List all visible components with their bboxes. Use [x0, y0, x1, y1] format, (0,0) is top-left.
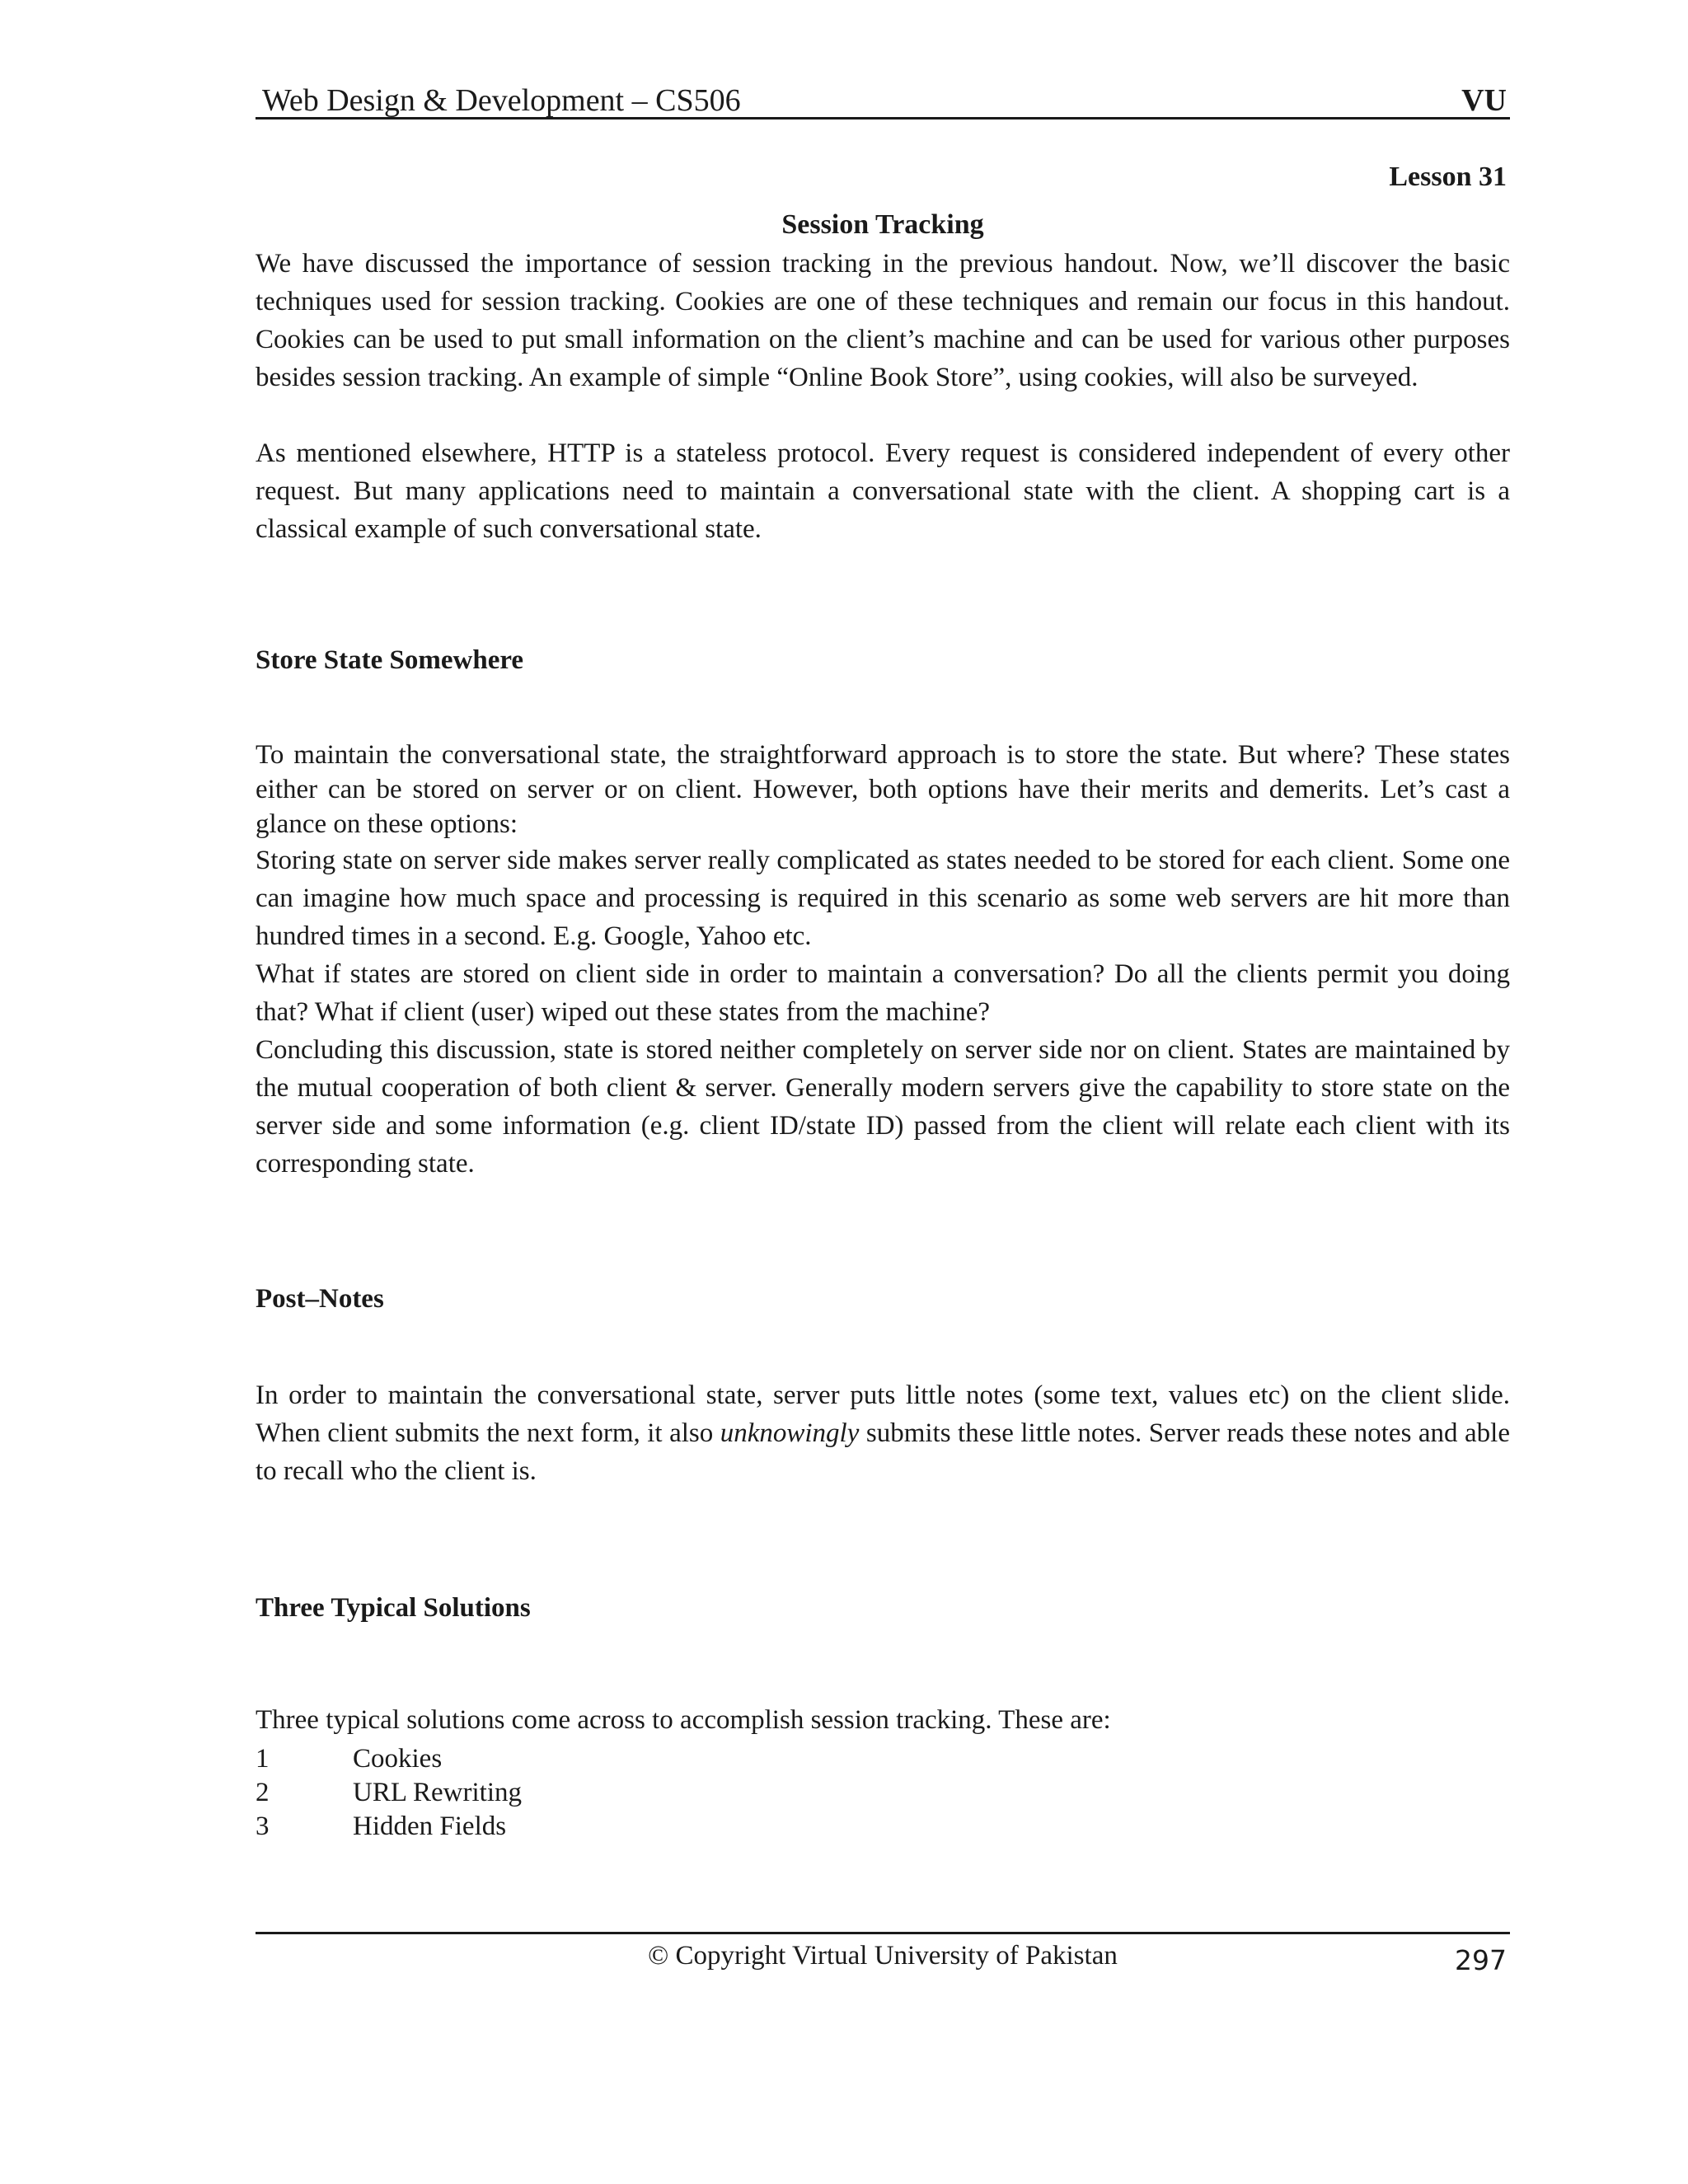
intro-paragraph-1: We have discussed the importance of session tracking in the previous handout. Now, we’ll discover the basic techniques used for session tracking. Cookies are one of these techniques and remain our focus in this handout. Cookies can be used to put small information on the client’s machine and can be used for various other purposes besides session tracking. An example of simple “Online Book Store”, using cookies, will also be surveyed. [256, 249, 1510, 392]
solutions-intro: Three typical solutions come across to accomplish session tracking. These are: [256, 1705, 1111, 1735]
list-item-number: 3 [256, 1811, 270, 1841]
page-title: Session Tracking [781, 209, 984, 240]
post-notes-text-end: submits these little notes. Server reads these notes and able to recall who the client is. [256, 1418, 1511, 1486]
list-item [256, 1776, 1510, 1810]
document-page [256, 0, 1510, 2184]
section-heading-post-notes: Post–Notes [256, 1284, 384, 1314]
store-state-paragraph-3: What if states are stored on client side in order to maintain a conversation? Do all the clients permit you doing that? What if client (user) wiped out these states from the machine? [256, 959, 1510, 1027]
section-heading-solutions: Three Typical Solutions [256, 1593, 531, 1623]
store-state-paragraph-1: To maintain the conversational state, the straightforward approach is to store the state. But where? These states either can be stored on server or on client. However, both options have their merits and demerits. Let’s cast a glance on these options: [256, 740, 1510, 839]
post-notes-text-start: In order to maintain the conversational state, server puts little notes (some text, values etc) on the client slide. When client submits the next form, it also [256, 1380, 1510, 1448]
page-footer [256, 1932, 1510, 1976]
list-item-number: 1 [256, 1744, 270, 1774]
section-heading-store-state: Store State Somewhere [256, 645, 524, 675]
lesson-number: Lesson 31 [1389, 162, 1507, 192]
list-item-text: Hidden Fields [353, 1811, 507, 1841]
store-state-paragraph-2: Storing state on server side makes server really complicated as states needed to be stored for each client. Some one can imagine how much space and processing is required in this scenario as some web servers are hit more than hundred times in a second. E.g. Google, Yahoo etc. [256, 846, 1510, 951]
list-item-number: 2 [256, 1778, 270, 1807]
copyright-notice: © Copyright Virtual University of Pakistan [648, 1941, 1118, 1971]
list-item-text: Cookies [353, 1744, 443, 1774]
page-header [256, 76, 1510, 120]
intro-paragraph-2: As mentioned elsewhere, HTTP is a stateless protocol. Every request is considered independent of every other request. But many applications need to maintain a conversational state with the client. A shopping cart is a classical example of such conversational state. [256, 438, 1510, 544]
list-item-text: URL Rewriting [353, 1778, 523, 1807]
list-item [256, 1810, 1510, 1844]
solutions-list [256, 1742, 1510, 1844]
page-number: 297 [1455, 1944, 1507, 1976]
store-state-paragraph-4: Concluding this discussion, state is stored neither completely on server side nor on client. States are maintained by the mutual cooperation of both client & server. Generally modern servers give the capability to store state on the server side and some information (e.g. client ID/state ID) passed from the client will relate each client with its corresponding state. [256, 1035, 1510, 1179]
list-item [256, 1742, 1510, 1776]
university-logo-text: VU [1461, 83, 1507, 118]
post-notes-emphasis: unknowingly [720, 1418, 860, 1448]
course-title: Web Design & Development – CS506 [262, 83, 741, 118]
post-notes-paragraph [256, 1376, 1510, 1490]
